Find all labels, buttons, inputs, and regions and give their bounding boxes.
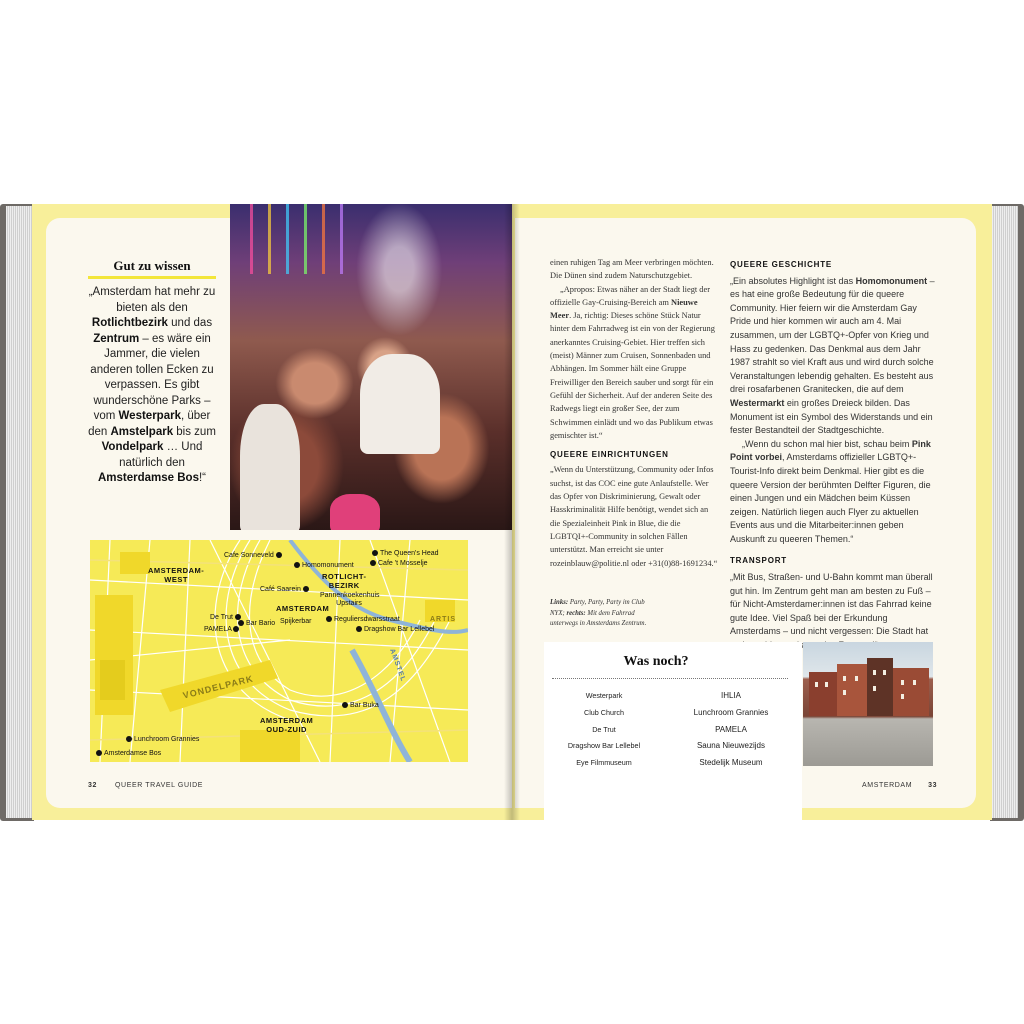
map-place-pannenkoekenhuis: Pannenkoekenhuis Upstairs <box>320 592 380 607</box>
list-item: Westerpark <box>585 691 623 700</box>
map-place-cafe-mosselje: Cafe 't Mosselje <box>370 560 428 567</box>
left-footer <box>88 782 203 789</box>
map-place-dragshow: Dragshow Bar Lellebel <box>356 626 434 633</box>
was-noch-list-left <box>554 688 654 772</box>
list-item: Club Church <box>584 707 624 717</box>
map-place-reguliersdwarsstraat: Reguliersdwarsstraat <box>326 616 400 623</box>
map-place-cafe-sonneveld: Cafe Sonneveld <box>224 552 284 559</box>
map-place-lunchroom: Lunchroom Grannies <box>126 736 199 743</box>
was-noch-box <box>544 642 802 822</box>
map-district-west: AMSTERDAM- WEST <box>148 566 205 584</box>
map-place-homomonument: Homomonument <box>294 562 354 569</box>
heading-queere-einrichtungen: QUEERE EINRICHTUNGEN <box>550 450 669 460</box>
tip-title: Gut zu wissen <box>88 258 216 279</box>
right-footer-label: AMSTERDAM <box>862 782 913 789</box>
was-noch-list-right <box>676 688 786 772</box>
map-park-vondel: VONDELPARK <box>181 673 255 701</box>
map-place-spijkerbar: Spijkerbar <box>280 618 312 625</box>
tip-box <box>88 258 216 487</box>
col1-paragraph-3: „Wenn du Unterstützung, Community oder Infos suchst, ist das COC eine gute Anlaufstelle. Wer das Opfer von Diskriminierung, Gewalt oder Hasskriminalität Hilfe benötigt, wendet sich an die Spezialeinheit Pink in Blue, die die LGBTQI+-Community in solchen Fällen unterstützt. Man erreicht sie unter rozeinblauw@politie.nl oder +31(0)88-1691234.“ <box>550 465 718 568</box>
list-item: Sauna Nieuwezijds <box>696 741 766 751</box>
map-place-bos: Amsterdamse Bos <box>96 750 161 757</box>
map-district-oudzuid: AMSTERDAM OUD-ZUID <box>260 716 314 734</box>
col1-paragraph-2: „Apropos: Etwas näher an der Stadt liegt der offizielle Gay-Cruising-Bereich am Nieuwe Meer. Ja, richtig: Dieses schöne Stück Natur hinter dem Fahrradweg ist ein von der Regierung anerkanntes Cruising-Gebiet. Hier treffen sich (meist) Männer zum Cruisen, Sonnenbaden und Abhängen. Im Sommer hält eine Gruppe Freiwilliger den Bereich sauber und sorgt für ein Gefühl der Sicherheit. Auf der anderen Seite des Radwegs liegt ein großer See, der zum Schwimmen einlädt und wo das Publikum etwas gemischter ist.“ <box>550 284 715 440</box>
col2-paragraph-2: „Wenn du schon mal hier bist, schau beim Pink Point vorbei, Amsterdams offizieller LGBTQ+-Tourist-Info direkt beim Denkmal. Hier gibt es die queere Version der berühmten Delfter Figuren, die einen Jungen und ein Mädchen beim Küssen zeigen. Natürlich liegen auch Flyer zu aktuellen Events aus und die Mitarbeiter:innen geben Auskunft zu queeren Themen.“ <box>730 438 931 544</box>
col1-paragraph-1: einen ruhigen Tag am Meer verbringen möchten. Die Dünen sind zudem Naturschutzgebiet. <box>550 258 714 281</box>
heading-transport: TRANSPORT <box>730 556 787 566</box>
map-place-de-trut: De Trut <box>210 614 243 621</box>
open-book <box>0 200 1024 825</box>
col2-paragraph-1: „Ein absolutes Highlight ist das Homomonument – es hat eine große Bedeutung für die queere Community. Hier feiern wir die Amsterdam Gay Pride und hier kommen wir auch am 4. Mai zusammen, um der LGBTQ+-Opfer von Krieg und Hass zu gedenken. Das Denkmal aus dem Jahr 1987 strahlt so viel Kraft aus und wird durch solche Veranstaltungen lebendig gehalten. Es besteht aus drei rosafarbenen Granitecken, die auf dem Westermarkt ein großes Dreieck bilden. Das Monument ist ein Symbol des Widerstands und ein fester Bestandteil der Stadtgeschichte. <box>730 275 935 436</box>
map-district-rotlicht: ROTLICHT- BEZIRK <box>322 572 367 590</box>
col2-paragraph-3: „Mit Bus, Straßen- und U-Bahn kommt man überall gut hin. Im Zentrum geht man am besten zu Fuß – für Nicht-Amsterdamer:innen ist das Fahrrad keine gute Idee. Viel Spaß bei der Erkundung Amsterdams – und nicht vergessen: Die Stadt hat <box>730 572 933 637</box>
list-item: De Trut <box>592 724 616 734</box>
list-item: Dragshow Bar Lellebel <box>567 741 641 751</box>
photo-caption: Links: Party, Party, Party im Club NYX; rechts: Mit dem Fahrrad unterwegs in Amsterdams Zentrum. <box>550 599 647 627</box>
page-stack-right <box>988 206 1018 818</box>
city-map <box>90 540 468 762</box>
list-item: Eye Filmmuseum <box>576 758 632 768</box>
list-item: PAMELA <box>715 724 747 734</box>
was-noch-divider <box>552 678 788 679</box>
list-item: IHLIA <box>720 691 741 700</box>
list-item: Lunchroom Grannies <box>693 707 769 717</box>
map-district-center: AMSTERDAM <box>276 604 330 613</box>
was-noch-title: Was noch? <box>623 654 689 669</box>
tip-text: „Amsterdam hat mehr zu bieten als den Rotlichtbezirk und das Zentrum – es wäre ein Jammer, die vielen anderen tollen Ecken zu verpassen. Es gibt wunderschöne Parks – vom Westerpark, über den Amstelpark bis zum Vondelpark … Und natürlich den Amsterdamse Bos!“ <box>88 286 216 484</box>
map-park-artis: ARTIS <box>430 616 456 623</box>
map-label-amstel: AMSTEL <box>388 647 407 684</box>
right-column-2 <box>730 258 935 653</box>
street-photo <box>803 642 933 766</box>
heading-queere-geschichte: QUEERE GESCHICHTE <box>730 260 833 269</box>
map-place-cafe-saarein: Café Saarein <box>260 586 311 593</box>
map-place-bar-buka: Bar Buka <box>342 702 379 709</box>
left-page-number: 32 <box>88 782 97 789</box>
right-footer <box>862 782 937 789</box>
list-item: Stedelijk Museum <box>699 758 763 768</box>
map-place-pamela: PAMELA <box>204 626 241 633</box>
left-footer-label: QUEER TRAVEL GUIDE <box>115 782 204 789</box>
map-place-bar-bario: Bar Bario <box>238 620 275 627</box>
party-photo <box>230 204 512 530</box>
map-place-queens-head: The Queen's Head <box>372 550 439 557</box>
book-gutter <box>504 204 520 820</box>
right-page-number: 33 <box>928 782 938 789</box>
right-column-1 <box>550 256 718 570</box>
